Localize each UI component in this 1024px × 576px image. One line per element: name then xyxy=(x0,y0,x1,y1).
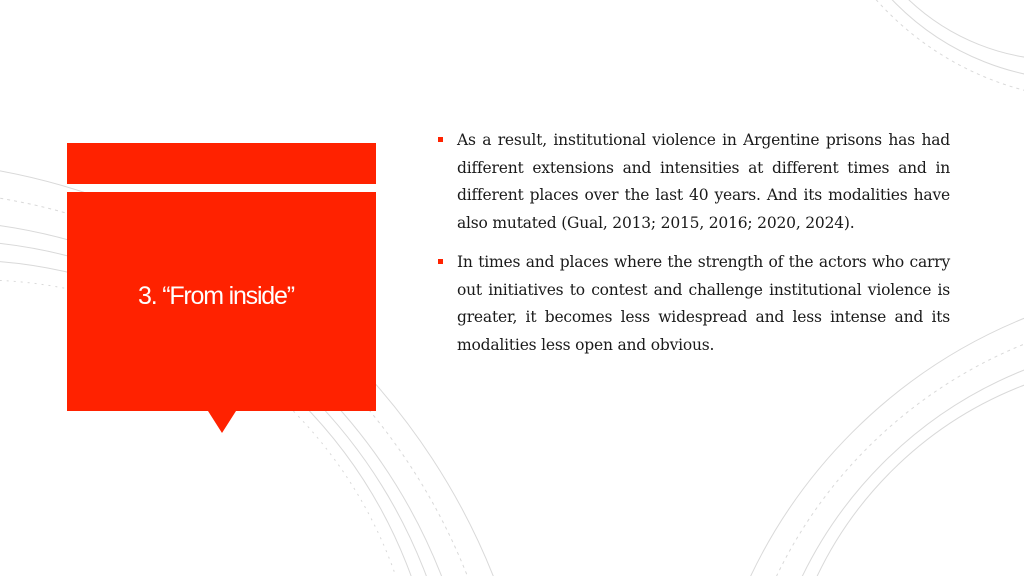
bullet-item xyxy=(438,127,950,237)
bullet-text: As a result, institutional violence in Argentine prisons has had different extensions and intensities at different times and in different places over the last 40 years. And its modalities have also mutated (Gual, 2013; 2015, 2016; 2020, 2024). xyxy=(457,131,950,232)
accent-strip xyxy=(67,143,376,184)
slide-title: 3. “From inside” xyxy=(138,282,294,310)
bullet-text: In times and places where the strength of the actors who carry out initiatives to contest and challenge institutional violence is greater, it becomes less widespread and less intense and its modalities less open and obvious. xyxy=(457,253,950,354)
bullet-list xyxy=(438,127,950,371)
bullet-item xyxy=(438,249,950,359)
title-pointer xyxy=(208,411,236,433)
square-bullet-icon xyxy=(438,259,443,264)
square-bullet-icon xyxy=(438,137,443,142)
